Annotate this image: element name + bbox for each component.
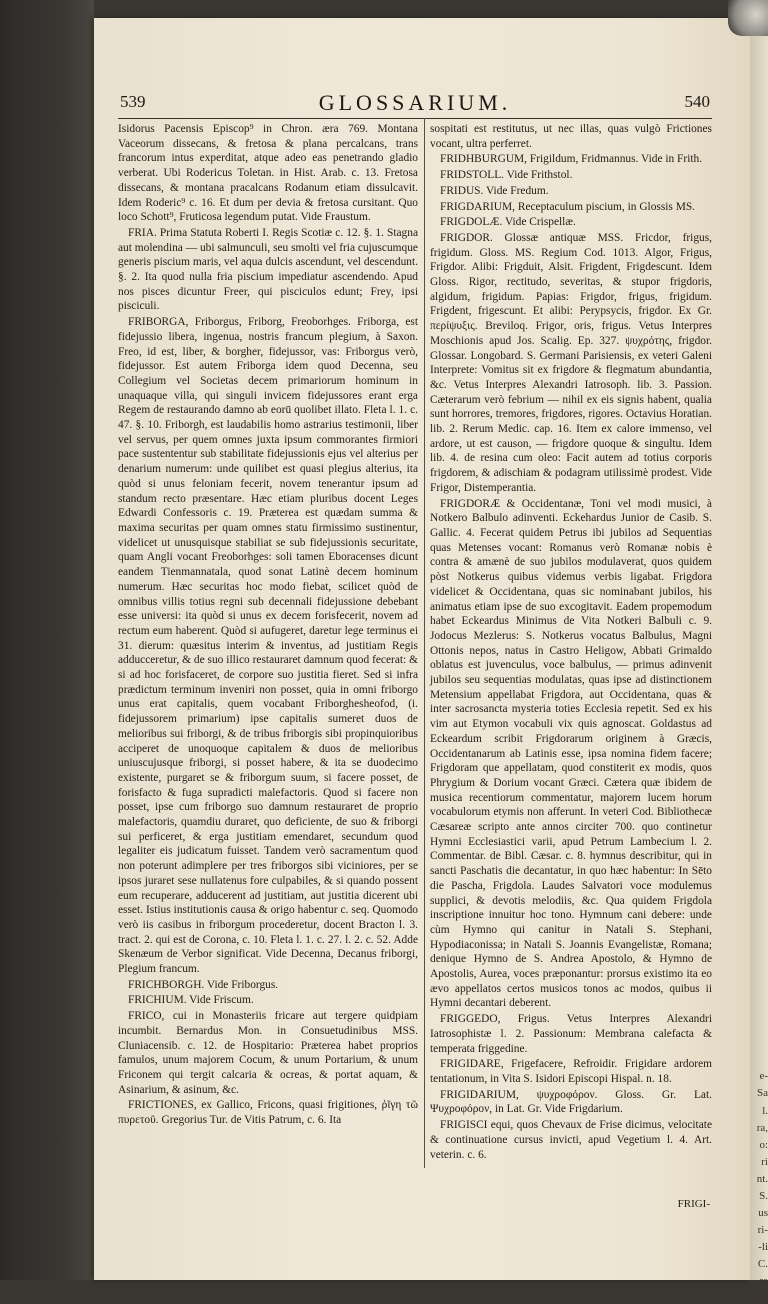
entry-friborga: FRIBORGA, Friborgus, Friborg, Freoborhges. Friborga, est fidejussio libera, ingenua, nostris francum plegium, à Saxon. Freo, id est, liber, & borgher, fidejussor, vas: Friborgus verò, fidejussor. Est autem Friborga idem quod Decenna, seu Collegium vel Societas decem primariorum hominum in unaquaque villa, qui singuli invicem fidejussores erant erga Regem de restaurando damno ab eorū quolibet illato. Fleta l. 1. c. 47. §. 10. Friborgh, est laudabilis homo astrarius testimonii, liber vel servus, per quem omnes juxta ipsum commorantes firmiori pace sustententur sub stabilitate fidejussionis ejus vel alterius per denarium numerum: unde quilibet est quasi plegius alterius, ita quòd si unus feloniam fecerit, novem tenerantur ipsum ad standum recto præsentare. Hæc etiam pluribus docent Leges Edwardi Confessoris c. 19. Præterea est quædam summa & maxima securitas per quam omnes statu firmissimo sustinentur, videlicet ut unusquisque stabiliat se sub fidejussionis securitate, quam Angli vocant Freoborhges: soli tamen Eboracenses dicunt eandem Tienmannatala, quod sonat Latinè decem hominum numerum. Hæc securitas hoc modo fiebat, scilicet quòd de omnibus villis totius regni sub decennali fidejussione debebant esse universi: ita quòd si unus ex decem forisfecerit, novem ad rectum eum haberent. Quòd si aufugeret, daretur lege terminus ei 31. dierum: quæsitus interim & inventus, ad justitiam Regis adducceretur, & de suo illico restauraret damnum quod fecerat: & si ad hoc forisfaceret, de corpore suo justitia fieret. Sed si infra prædictum terminum inveniri non posset, quia in omni friborgo unus erat capitalis, quem vocabant Friborghesheofod, (i. fidejussorem primarium) ipse capitalis sumeret duos de melioribus sui friborgi, & de tribus friborgis sibi propinquioribus acciperet de unoquoque capitalem & duos de melioribus uniuscujusque friborgi, si posset habere, & ita se duodecimo existente, purgaret se & friborgum suum, si facere posset, de forisfacto & fuga supradicti malefactoris. Quod si facere non posset, ipse cum friborgo suo damnum restauraret de proprio malefactoris, quamdiu duraret, quo deficiente, de suo & friborgi sui perficeret, & erga justitiam emendaret, secundum quod legaliter eis judicatum fuisset. Tandem verò sacramentum quod non poterunt adimplere per tres friborgos sibi viciniores, per se ipsos juraret sese nullatenus fore culpabiles, & si quando possent eum recuperare, adducerent ad justitiam, aut justitia dicerent ubi esset. Istius institutionis causa & origo habentur c. seq. Quomodo verò iis casibus in friborgum procederetur, docent Bracton l. 3. tract. 2. qui est de Corona, c. 10. Fleta l. 1. c. 27. l. 2. c. 52. Adde Skenæum de Verbor significat. Vide Decenna, Decanus friborgi, Plegium francum. [118,316,418,976]
running-head [120,92,710,118]
entry-frictiones: FRICTIONES, ex Gallico, Fricons, quasi frigitiones, ῥῖγη τῶ πυρετοῦ. Gregorius Tur. de Vitis Patrum, c. 6. Ita [118,1099,418,1127]
facing-page-fragment: Sa [757,1087,768,1099]
right-column [430,122,712,1162]
facing-page-fragment: -li [758,1241,768,1253]
book-cover-edge [0,0,94,1280]
entry-fria: FRIA. Prima Statuta Roberti I. Regis Scotiæ c. 12. §. 1. Stagna aut molendina — ubi salmunculi, seu smolti vel fria cujuscumque generis piscium maris, vel aqua dulcis ascendunt, vel descendunt. §. 2. Ita quod nulla fria piscium impediatur ascendendo. Apud nos pisces dicuntur Freer, qui pisciculos edunt; Frey, ipsi pisciculi. [118,226,418,313]
entry-fridus: FRIDUS. Vide Fredum. [440,184,549,197]
entry-frichium: FRICHIUM. Vide Friscum. [128,994,254,1007]
catchword: FRIGI- [677,1198,710,1210]
entry-fridhburgum: FRIDHBURGUM, Frigildum, Fridmannus. Vide in Frith. [440,153,703,166]
page-number-right: 540 [684,92,710,111]
facing-page-fragment: ri [761,1156,768,1168]
left-column [118,122,418,1128]
header-rule [118,118,712,119]
entry-frigisci: FRIGISCI equi, quos Chevaux de Frise dicimus, velocitate & continuatione cursus invicti, apud Vegetium l. 4. Art. veterin. c. 6. [430,1119,712,1161]
facing-page-fragment: C. [757,1258,768,1270]
facing-page-fragment: nt. [756,1173,768,1185]
facing-page-fragment: ri- [757,1224,768,1236]
column-divider [424,118,425,1168]
entry-frigidare: FRIGIDARE, Frigefacere, Refroidir. Frigidare ardorem tentationum, in Vita S. Isidori Episcopi Hispal. n. 18. [430,1058,712,1085]
facing-page-fragment: us [758,1207,768,1219]
facing-page-fragment: e- [759,1070,768,1082]
facing-page-edge [750,30,768,1304]
facing-page-fragment: bi- [755,1292,768,1304]
facing-page-fragment: o: [759,1139,768,1151]
entry-continuation: sospitati est restitutus, ut nec illas, quas vulgò Frictiones vocant, ultra perferret. [430,123,712,150]
page-clip [728,0,768,36]
entry-friggedo: FRIGGEDO, Frigus. Vetus Interpres Alexandri Iatrosophistæ l. 2. Passionum: Membrana calefacta & temperata friggedine. [430,1013,712,1055]
entry-frigdarium: FRIGDARIUM, Receptaculum piscium, in Glossis MS. [440,200,696,213]
page-title: GLOSSARIUM. [318,90,512,115]
entry-frigdorae: FRIGDORÆ & Occidentanæ, Toni vel modi musici, à Notkero Balbulo adinventi. Eckehardus Junior de Casib. S. Gallic. 4. Fecerat quidem Petrus ibi jubilos ad Sequentias quas Metenses vocant: Romanus verò Romanæ nobis è contra & amænè de suo jubilos modulaverat, quos quidem pòst Notkerus quibus videmus verbis ligabat. Frigdora videlicet & Occidentana, quas sic nominabant jubilos, his animatus etiam ipse de suo excogitavit. Eadem propemodum habet Eckeardus Minimus de Vita Notkeri Balbuli c. 9. Jodocus Mezlerus: S. Notkerus vocatus Balbulus, Magni Ottonis nepos, natus in Castro Heligow, Abbati Grimaldo oblatus est juvenculus, voce balbulus, — primus adinvenit jubilos seu sequentias modulatas, quas ipse ad distinctionem Metensium appellabat Frigdora, aut Occidentana, quas & inter sacrosancta mysteria toties Ecclesia repetit. Sed ex his vim aut Etymon vocabuli vix quis agnoscat. Goldastus ad Eckeardum scribit Frigdorarum originem à Græcis, Occidentanarum ab Latinis esse, ipsa nomina fidem facere; Frigdoram que appellatam, quod constiterit ex modis, quos Phrygium & Dorium vocant Græci. Cætera quæ ibidem de musica recentiorum commentatur, majorem lucem horum vocabulorum etymis non afferunt. In veteri Cod. Bibliothecæ Cæsareæ scripto ante annos circiter 700. quo continetur Hymni Ecclesiastici varii, apud Petrum Lambecium l. 2. Commentar. de Bibl. Cæsar. c. 8. hymnus describitur, qui in sancti Paschatis die decantatur, in quo hæc habentur: In Sēto die Pascha, Frigdola. Laudes Salvatori voce modulemus supplici, & devotis melodiis, &c. Qua quidem Frigdola inscriptione innuitur hoc tono. Hymnum cani debere: unde cùm Hymno qui canitur in Natali S. Stephani, Hypodiaconissa; in Natali S. Joannis Evangelistæ, Romana; denique Hymno de S. Andrea Apostolo, & Hymno de Apostolis, Aurea, voces præponantur: prorsus existimo ita eo ævo appellatos certos musicos tonos ac modos, quibus ii Hymni decantari deberent. [430,497,712,1010]
entry-frigidarium: FRIGIDARIUM, ψυχροφόρον. Gloss. Gr. Lat. Ψυχροφόρον, in Lat. Gr. Vide Frigdarium. [430,1088,712,1116]
entry-frichborgh: FRICHBORGH. Vide Friborgus. [128,978,279,991]
entry-frigdor: FRIGDOR. Glossæ antiquæ MSS. Fricdor, frigus, frigidum. Gloss. MS. Regium Cod. 1013. Algor, Frigus, Frigdor. Alibi: Frigduit, Alsit. Frigdent, Frigdescunt. Idem Gloss. Rigor, rectitudo, severitas, & stupor frigdoris, algidum, frigidum. Papias: Frigdor, frigus, frigidum. Frigdent, frigescunt. Et alibi: Perypsycis, frigdor. Ex Gr. περίψυξις. Breviloq. Frigor, oris, frigus. Vetus Interpres Moschionis apud Jos. Scalig. Ep. 327. ψυχρότης, frigdor. Glossar. Longobard. S. Germani Parisiensis, ex veteri Galeni Interprete: Vomitus sit ex frigdore & flegmatum abundantia, &c. Vetus Interpres Alexandri Iatrosoph. lib. 3. Passion. Cæterarum verò febrium — nihil ex eis signis habent, qualia sunt horrores, tremores, frigdores, rigores. Octavius Horatian. lib. 2. Rerum Medic. cap. 16. Item ex calore immenso, vel ardore, ut est causon, — frigdore quoque & singultu. Idem lib. 4. de resina cum oleo: Facit autem ad totius corporis frigdorem, & adischiam & podagram utilissimè prodest. Vide Frigor, Distemperantia. [430,231,712,494]
entry-frigdolae: FRIGDOLÆ. Vide Crispellæ. [440,216,576,229]
facing-page-fragment: ra, [756,1122,768,1134]
entry-fridstoll: FRIDSTOLL. Vide Frithstol. [440,169,573,182]
entry-frico: FRICO, cui in Monasteriis fricare aut tergere quidpiam incumbit. Bernardus Mon. in Consuetudinibus MSS. Cluniacensib. c. 12. de Hospitario: Præterea habet proprios famulos, unum majorem Cocum, & unum Portarium, & unum Friconem qui tergit calcaria & ocreas, & portat aquam, & Asinarium, & asinum, &c. [118,1010,418,1096]
entry-continuation: Isidorus Pacensis Episcop⁹ in Chron. æra 769. Montana Vaceorum dissecans, & fretosa & plana percalcans, trans francorum intus experditat, atque adeo eas penetrando gladio verberat. Ubi Rodericus Toletan. in Hist. Arab. c. 13. Fretosa dissecans, & montana pracalcans Rodanum etiam dissulcavit. Idem Roderic⁹ c. 16. Et dum per devia & fretosa cursitant. Quo loco Schott⁹, Fruticosa legendum putat. Vide Fraustum. [118,123,418,224]
page-number-left: 539 [120,92,146,111]
facing-page-fragment: l. [762,1105,768,1117]
facing-page-fragment: ra [759,1275,768,1287]
facing-page-fragment: S. [759,1190,768,1202]
